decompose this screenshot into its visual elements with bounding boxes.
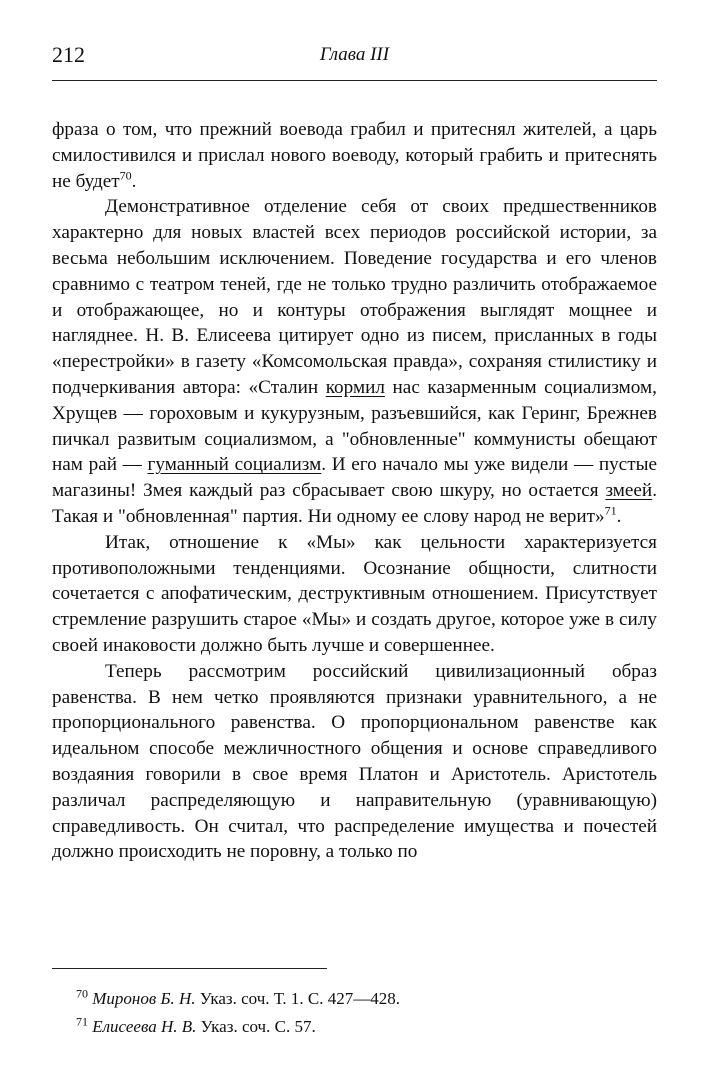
running-header (52, 42, 657, 78)
text-run: фраза о том, что прежний воевода грабил и притеснял жителей, а царь смилостивился и прислал нового воеводу, который грабить и притеснять не будет (52, 119, 657, 192)
footnote-text: Указ. соч. Т. 1. С. 427—428. (195, 989, 401, 1008)
text-run: Итак, отношение к «Мы» как цельности характеризуется противоположными тенденциями. Осознание общности, слитности сочетается с апофатическим, деструктивным отношением. Присутствует стремление разрушить старое «Мы» и создать другое, которое уже в силу своей инаковости должно быть лучше и совершеннее. (52, 531, 657, 656)
footnote-text: Указ. соч. С. 57. (196, 1017, 316, 1036)
paragraph (52, 659, 657, 865)
footnote (52, 1013, 657, 1041)
footnote (52, 985, 657, 1013)
paragraph (52, 530, 657, 659)
underlined-text: гуманный социализм (147, 454, 322, 476)
paragraph (52, 117, 657, 194)
underlined-text: кормил (325, 376, 385, 398)
footnote-ref: 70 (119, 168, 132, 183)
text-run: Теперь рассмотрим российский цивилизационный образ равенства. В нем четко проявляются признаки уравнительного, а не пропорционального равенства. О пропорциональном равенстве как идеальном способе межличностного общения и основе справедливого воздаяния говорили в свое время Платон и Аристотель. Аристотель различал распределяющую и направительную (уравнивающую) справедливость. Он считал, что распределение имущества и почестей должно происходить не поровну, а только по (52, 660, 657, 863)
text-run: . (616, 505, 622, 527)
header-rule (52, 80, 657, 81)
text-run: . (131, 170, 137, 192)
footnote-ref: 71 (604, 503, 617, 518)
underlined-text: змеей (605, 480, 653, 502)
footnote-rule (52, 968, 327, 969)
body-text (52, 117, 657, 865)
text-run: Демонстративное отделение себя от своих предшественников характерно для новых властей всех периодов российской истории, за весьма небольшим исключением. Поведение государства и его членов сравнимо с театром теней, где не только трудно различить отображаемое и отображающее, но и контуры отображения выглядят мощнее и нагляднее. Н. В. Елисеева цитирует одно из писем, присланных в годы «перестройки» в газету «Комсомольская правда», сохраняя стилистику и подчеркивания автора: «Сталин (52, 196, 657, 398)
chapter-title: Глава III (319, 44, 390, 65)
footnotes (52, 985, 657, 1041)
paragraph (52, 194, 657, 529)
footnote-author: Елисеева Н. В. (92, 1017, 197, 1036)
page-number: 212 (52, 42, 85, 67)
footnote-author: Миронов Б. Н. (92, 989, 196, 1008)
footnote-number: 71 (76, 1014, 88, 1029)
text-run: . И его начало мы уже видели — пустые магазины! Змея каждый раз сбрасывает свою шкуру, но остается (52, 454, 657, 502)
footnote-number: 70 (76, 986, 88, 1001)
text-run: . Такая и "обновленная" партия. Ни одному ее слову народ не верит» (52, 480, 657, 527)
text-run: нас казарменным социализмом, Хрущев — гороховым и кукурузным, разъевшийся, как Геринг, Брежнев пичкал развитым социализмом, а "обновленные" коммунисты обещают нам рай — (52, 376, 657, 476)
